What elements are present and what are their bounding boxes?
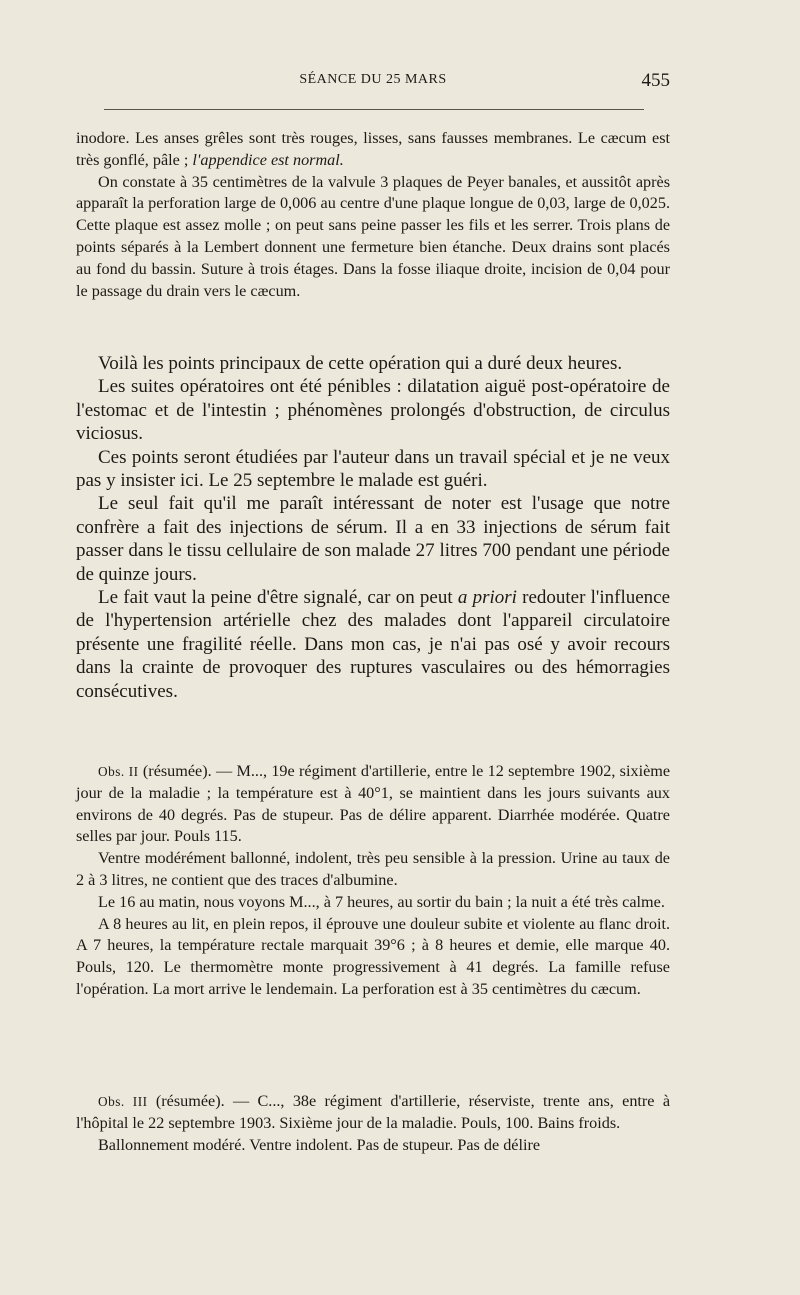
paragraph: Ces points seront étudiées par l'auteur dans un travail spécial et je ne veux pas y insister ici. Le 25 septembre le malade est guéri. [76, 446, 670, 492]
observation-label: Obs. II [98, 764, 139, 779]
running-title: SÉANCE DU 25 MARS [299, 72, 447, 87]
observation-3 [76, 1091, 670, 1156]
page-header [76, 72, 670, 100]
paragraph: Le fait vaut la peine d'être signalé, car on peut a priori redouter l'influence de l'hypertension artérielle chez des malades dont l'appareil circulatoire présente une fragilité réelle. Dans mon cas, je n'ai pas osé y avoir recours dans la crainte de provoquer des ruptures vasculaires ou des hémorragies consécutives. [76, 587, 671, 702]
paragraph: A 8 heures au lit, en plein repos, il éprouve une douleur subite et violente au flanc droit. A 7 heures, la température rectale marquait 39°6 ; à 8 heures et demie, elle marque 40. Pouls, 120. Le thermomètre monte progressivement à 41 degrés. La famille refuse l'opération. La mort arrive le lendemain. La perforation est à 35 centimètres du cæcum. [76, 914, 670, 998]
paragraph: Le seul fait qu'il me paraît intéressant de noter est l'usage que notre confrère a fait des injections de sérum. Il a en 33 injections de sérum fait passer dans le tissu cellulaire de son malade 27 litres 700 pendant une période de quinze jours. [76, 493, 670, 585]
paragraph: Les suites opératoires ont été pénibles : dilatation aiguë post-opératoire de l'estomac et de l'intestin ; phénomènes prolongés d'obstruction, de circulus viciosus. [76, 376, 670, 445]
paragraph: Le 16 au matin, nous voyons M..., à 7 heures, au sortir du bain ; la nuit a été très calme. [98, 892, 665, 911]
page-number: 455 [641, 70, 670, 91]
observation-label: Obs. III [98, 1094, 148, 1109]
paragraph: Ventre modérément ballonné, indolent, très peu sensible à la pression. Urine au taux de 2 à 3 litres, ne contient que des traces d'albumine. [76, 849, 670, 889]
paragraph: On constate à 35 centimètres de la valvule 3 plaques de Peyer banales, et aussitôt après apparaît la perforation large de 0,006 au centre d'une plaque longue de 0,03, large de 0,025. Cette plaque est assez molle ; on peut sans peine passer les fils et les serrer. Trois plans de points séparés à la Lembert donnent une fermeture bien étanche. Deux drains sont placés au fond du bassin. Suture à trois étages. Dans la fosse iliaque droite, incision de 0,04 pour le passage du drain vers le cæcum. [76, 172, 670, 300]
commentary [76, 352, 670, 703]
header-rule [104, 109, 644, 110]
operation-details [76, 128, 670, 302]
paragraph: inodore. Les anses grêles sont très rouges, lisses, sans fausses membranes. Le cæcum est très gonflé, pâle ; l'appendice est normal. [76, 129, 670, 169]
observation-2 [76, 761, 670, 1001]
paragraph: Voilà les points principaux de cette opération qui a duré deux heures. [98, 353, 623, 374]
paragraph: Obs. III (résumée). — C..., 38e régiment d'artillerie, réserviste, trente ans, entre à l'hôpital le 22 septembre 1903. Sixième jour de la maladie. Pouls, 100. Bains froids. [76, 1092, 671, 1132]
paragraph: Obs. II (résumée). — M..., 19e régiment d'artillerie, entre le 12 septembre 1902, sixième jour de la maladie ; la température est à 40°1, se maintient dans les jours suivants aux environs de 40 degrés. Pas de stupeur. Pas de délire apparent. Diarrhée modérée. Quatre selles par jour. Pouls 115. [76, 762, 671, 846]
paragraph: Ballonnement modéré. Ventre indolent. Pas de stupeur. Pas de délire [98, 1135, 541, 1154]
